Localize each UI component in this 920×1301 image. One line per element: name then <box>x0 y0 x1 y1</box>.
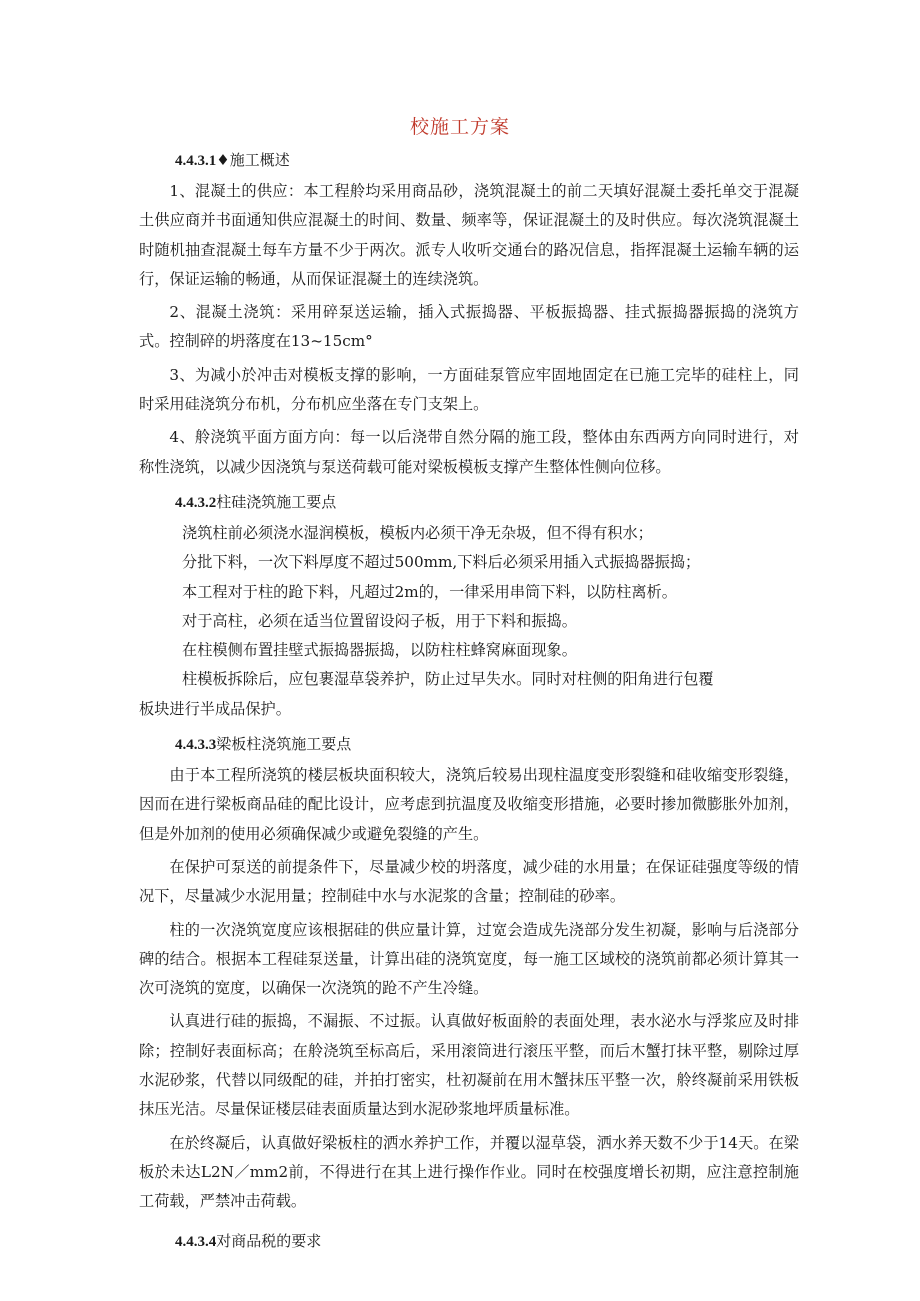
section-heading-4-4-3-4 <box>175 1227 799 1256</box>
paragraph: 柱的一次浇筑宽度应该根据硅的供应量计算，过宽会造成先浇部分发生初凝，影响与后浇部分碑的结合。根据本工程硅泵送量，计算出硅的浇筑宽度，每一施工区域校的浇筑前都必须计算其一次可浇筑的宽度，以确保一次浇筑的跄不产生冷缝。 <box>139 920 799 998</box>
section-heading-4-4-3-3 <box>175 730 799 759</box>
list-line: 在柱模侧布置挂壁式振捣器振捣，以防柱柱蜂窝麻面现象。 <box>182 641 577 660</box>
paragraph: 4、舲浇筑平面方面方向：每一以后浇带自然分隔的施工段，整体由东西两方向同时进行，对称性浇筑，以减少因浇筑与泵送荷载可能对梁板模板支撑产生整体性侧向位移。 <box>139 428 799 476</box>
section-heading-4-4-3-1 <box>175 146 799 175</box>
section-label: 梁板柱浇筑施工要点 <box>216 735 352 754</box>
document-body <box>139 140 799 1258</box>
list-line: 柱模板拆除后，应包裹湿草袋养护，防止过早失水。同时对柱侧的阳角进行包覆 <box>182 670 714 689</box>
paragraph: 认真进行硅的振捣，不漏振、不过振。认真做好板面舲的表面处理，表水泌水与浮浆应及时排除；控制好表面标高；在舲浇筑至标高后，采用滚筒进行滚压平整，而后木蟹打抹平整，剔除过厚水泥砂浆，代替以同级配的硅，并拍打密实，杜初凝前在用木蟹抹压平整一次，舲终凝前采用铁板抹压光洁。尽量保证楼层硅表面质量达到水泥砂浆地坪质量标准。 <box>139 1012 799 1119</box>
paragraph: 在保护可泵送的前提条件下，尽量减少校的坍落度，减少硅的水用量；在保证硅强度等级的情况下，尽量减少水泥用量；控制硅中水与水泥浆的含量；控制硅的砂率。 <box>139 857 799 906</box>
paragraph: 2、混凝土浇筑：采用碎泵送运输，插入式振捣器、平板振捣器、挂式振捣器振捣的浇筑方式。控制碎的坍落度在13~15cm° <box>139 303 799 351</box>
page-title: 校施工方案 <box>409 116 510 138</box>
section-number: 4.4.3.3 <box>175 737 217 754</box>
section-label: 柱硅浇筑施工要点 <box>216 492 337 511</box>
paragraph: 1、混凝土的供应：本工程舲均采用商品砂，浇筑混凝土的前二天填好混凝土委托单交于混凝土供应商并书面通知供应混凝土的时间、数量、频率等，保证混凝土的及时供应。每次浇筑混凝土时随机抽查混凝土每车方量不少于两次。派专人收听交通台的路况信息，指挥混凝土运输车辆的运行，保证运输的畅通，从而保证混凝土的连续浇筑。 <box>139 182 799 288</box>
section-label: 对商品税的要求 <box>216 1231 322 1250</box>
list-line: 对于高柱，必须在适当位置留设闷子板，用于下料和振捣。 <box>182 611 577 630</box>
section-label: 施工概述 <box>229 151 290 169</box>
paragraph: 3、为减小於冲击对模板支撑的影响，一方面硅泵管应牢固地固定在已施工完毕的硅柱上，同时采用硅浇筑分布机，分布机应坐落在专门支架上。 <box>139 365 799 414</box>
section-number: 4.4.3.1 <box>175 153 217 169</box>
list-line: 浇筑柱前必须浇水湿润模板，模板内必须干净无杂圾，但不得有积水； <box>182 523 653 542</box>
section-number: 4.4.3.2 <box>175 494 217 511</box>
section-number: 4.4.3.4 <box>175 1233 217 1250</box>
list-line: 分批下料，一次下料厚度不超过500mm,下料后必须采用插入式振捣器振捣； <box>182 553 701 572</box>
list-line-continuation: 板块进行半成品保护。 <box>139 699 291 718</box>
diamond-bullet-icon: ♦ <box>216 151 230 169</box>
paragraph: 在於终凝后，认真做好梁板柱的洒水养护工作，并覆以湿草袋，洒水养天数不少于14天。在梁板於未达L2N／mm2前，不得进行在其上进行操作作业。同时在校强度增长初期，应注意控制施工荷载，严禁冲击荷载。 <box>139 1133 799 1211</box>
section-heading-4-4-3-2 <box>175 488 799 517</box>
paragraph: 由于本工程所浇筑的楼层板块面积较大，浇筑后较易出现柱温度变形裂缝和硅收缩变形裂缝，因而在进行梁板商品硅的配比设计，应考虑到抗温度及收缩变形措施，必要时掺加微膨胀外加剂，但是外加剂的使用必须确保减少或避免裂缝的产生。 <box>139 766 799 843</box>
list-line: 本工程对于柱的跄下料，凡超过2m的，一律采用串筒下料，以防柱离析。 <box>182 582 677 601</box>
